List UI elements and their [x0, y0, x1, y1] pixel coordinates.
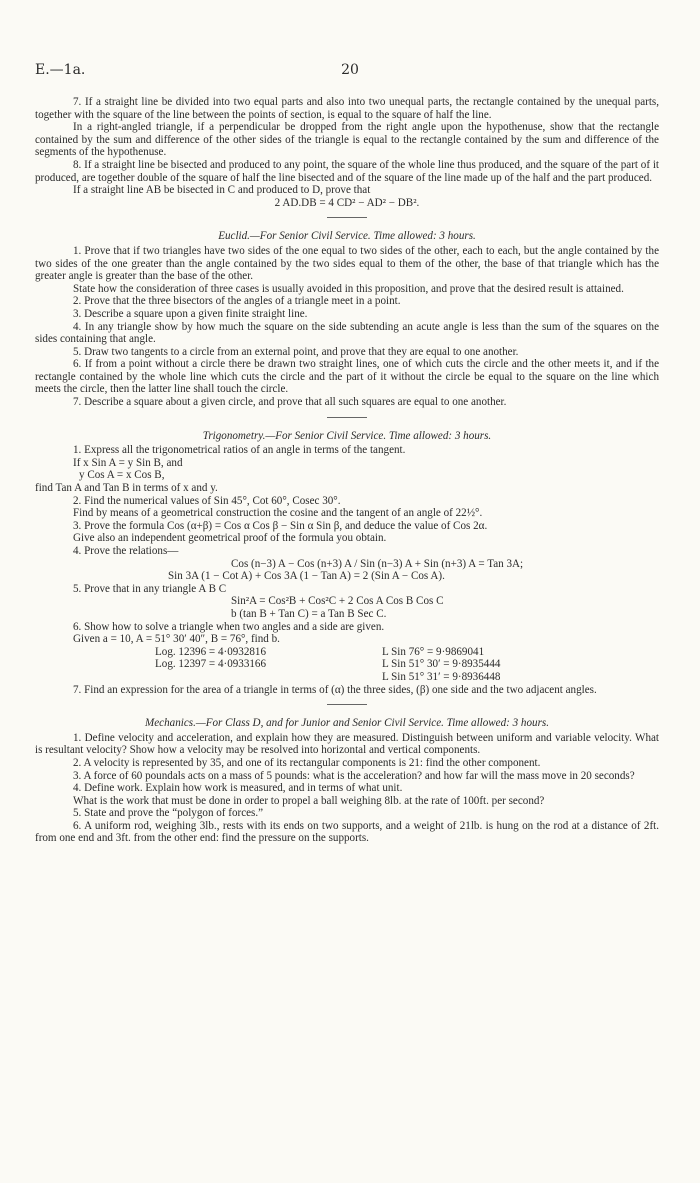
mechanics-q4: 4. Define work. Explain how work is measured, and in terms of what unit.	[73, 782, 403, 795]
trig-q5: 5. Prove that in any triangle A B C	[73, 582, 227, 595]
mechanics-heading: Mechanics.—For Class D, and for Junior and Senior Civil Service. Time allowed: 3 hours.	[145, 717, 549, 730]
euclid-heading: Euclid.—For Senior Civil Service. Time allowed: 3 hours.	[218, 230, 476, 243]
trig-q4: 4. Prove the relations—	[73, 545, 179, 557]
trig-if-line-1: If x Sin A = y Sin B, and	[73, 456, 183, 469]
mechanics-work: What is the work that must be done in order to propel a ball weighing 8lb. at the rate of 100ft. per second?	[73, 794, 545, 807]
euclid-q4: 4. In any triangle show by how much the square on the side subtending an acute angle is less than the sum of the squares on the sides containing that angle.	[35, 320, 659, 346]
euclid-q1: 1. Prove that if two triangles have two sides of the one equal to two sides of the other, each to each, but the angle contained by the two sides of the one greater than the angle contained by the two sides equal to them of the other, the base of that triangle which has the greater angle is greater than the base of the other.	[35, 244, 659, 283]
mechanics-q5: 5. State and prove the “polygon of forces.”	[73, 807, 264, 820]
euclid-q6: 6. If from a point without a circle there be drawn two straight lines, one of which cuts the circle and the other meets it, and if the rectangle contained by the whole line which cuts the circle and the part of it without the circle be equal to the square on the line which meets the circle, then the latter line shall touch the circle.	[35, 358, 659, 396]
log-value: Log. 12397 = 4·0933166	[155, 658, 267, 671]
document-reference: E.—1a.	[35, 62, 86, 78]
log-sine-value: L Sin 76° = 9·9869041	[382, 645, 485, 658]
trig-if-line-2: y Cos A = x Cos B,	[79, 469, 165, 482]
geometry-right-triangle: In a right-angled triangle, if a perpendicular be dropped from the right angle upon the hypothenuse, show that the rectangle contained by the sum and difference of the other sides of the triangle is equal to the rectangle contained by the sum and difference of the segments of the hypothenuse.	[35, 121, 659, 159]
trig-q6: 6. Show how to solve a triangle when two angles and a side are given.	[73, 620, 385, 633]
section-divider	[327, 704, 367, 705]
trig-identity-2: b (tan B + Tan C) = a Tan B Sec C.	[231, 607, 387, 620]
geometry-q8: 8. If a straight line be bisected and produced to any point, the square of the whole line thus produced, and the square of the part of it produced, are together double of the square of half the line bisected and of the square of the line made up of the half and the part produced.	[35, 158, 659, 184]
trig-q1: 1. Express all the trigonometrical ratios of an angle in terms of the tangent.	[73, 444, 406, 457]
trig-find: find Tan A and Tan B in terms of x and y.	[35, 482, 218, 495]
mechanics-q2: 2. A velocity is represented by 35, and one of its rectangular components is 21: find the other component.	[73, 756, 541, 769]
section-divider	[327, 217, 367, 218]
trig-relation-1: Cos (n−3) A − Cos (n+3) A / Sin (n−3) A + Sin (n+3) A = Tan 3A;	[231, 557, 524, 570]
trig-q7: 7. Find an expression for the area of a triangle in terms of (α) the three sides, (β) one side and the two adjacent angles.	[73, 683, 597, 696]
trig-q3: 3. Prove the formula Cos (α+β) = Cos α Cos β − Sin α Sin β, and deduce the value of Cos 2α.	[73, 519, 488, 532]
euclid-q5: 5. Draw two tangents to a circle from an external point, and prove that they are equal to one another.	[73, 345, 519, 358]
page-number: 20	[341, 62, 359, 78]
trig-heading: Trigonometry.—For Senior Civil Service. Time allowed: 3 hours.	[202, 429, 492, 442]
geometry-q7: 7. If a straight line be divided into two equal parts and also into two unequal parts, the rectangle contained by the unequal parts, together with the square of the line between the points of section, is equal to the square of half the line.	[35, 96, 659, 121]
page-header	[35, 62, 665, 78]
euclid-state: State how the consideration of three cases is usually avoided in this proposition, and prove that the desired result is attained.	[73, 282, 624, 295]
euclid-q7: 7. Describe a square about a given circle, and prove that all such squares are equal to one another.	[73, 396, 507, 409]
trig-given: Given a = 10, A = 51° 30′ 40″, B = 76°, find b.	[73, 633, 280, 646]
euclid-q3: 3. Describe a square upon a given finite straight line.	[73, 307, 308, 320]
trig-q2: 2. Find the numerical values of Sin 45°, Cot 60°, Cosec 30°.	[73, 494, 341, 507]
geometry-ab-prove: If a straight line AB be bisected in C and produced to D, prove that	[73, 184, 371, 197]
euclid-q2: 2. Prove that the three bisectors of the angles of a triangle meet in a point.	[73, 295, 401, 308]
trig-give: Give also an independent geometrical proof of the formula you obtain.	[73, 532, 387, 545]
log-column-right	[382, 646, 659, 684]
page-body	[35, 96, 659, 845]
trig-identity-1: Sin²A = Cos²B + Cos²C + 2 Cos A Cos B Cos C	[231, 595, 444, 608]
mechanics-q6: 6. A uniform rod, weighing 3lb., rests with its ends on two supports, and a weight of 21lb. is hung on the rod at a distance of 2ft. from one end and 3ft. from the other end: find the pressure on the supports.	[35, 819, 659, 845]
mechanics-q3: 3. A force of 60 poundals acts on a mass of 5 pounds: what is the acceleration? and how far will the mass move in 20 seconds?	[73, 769, 635, 782]
log-sine-value: L Sin 51° 31′ = 9·8936448	[382, 670, 501, 683]
geometry-formula: 2 AD.DB = 4 CD² − AD² − DB².	[274, 196, 420, 209]
trig-find-construction: Find by means of a geometrical construction the cosine and the tangent of an angle of 22½°.	[73, 507, 483, 520]
log-value: Log. 12396 = 4·0932816	[155, 645, 267, 658]
section-divider	[327, 417, 367, 418]
mechanics-q1: 1. Define velocity and acceleration, and explain how they are measured. Distinguish between uniform and variable velocity. What is resultant velocity? Show how a velocity may be resolved into horizontal and vertical components.	[35, 731, 659, 757]
trig-relation-2: Sin 3A (1 − Cot A) + Cos 3A (1 − Tan A) = 2 (Sin A − Cos A).	[168, 570, 445, 583]
log-table	[35, 646, 659, 684]
log-sine-value: L Sin 51° 30′ = 9·8935444	[382, 658, 501, 671]
log-column-left	[35, 646, 382, 684]
